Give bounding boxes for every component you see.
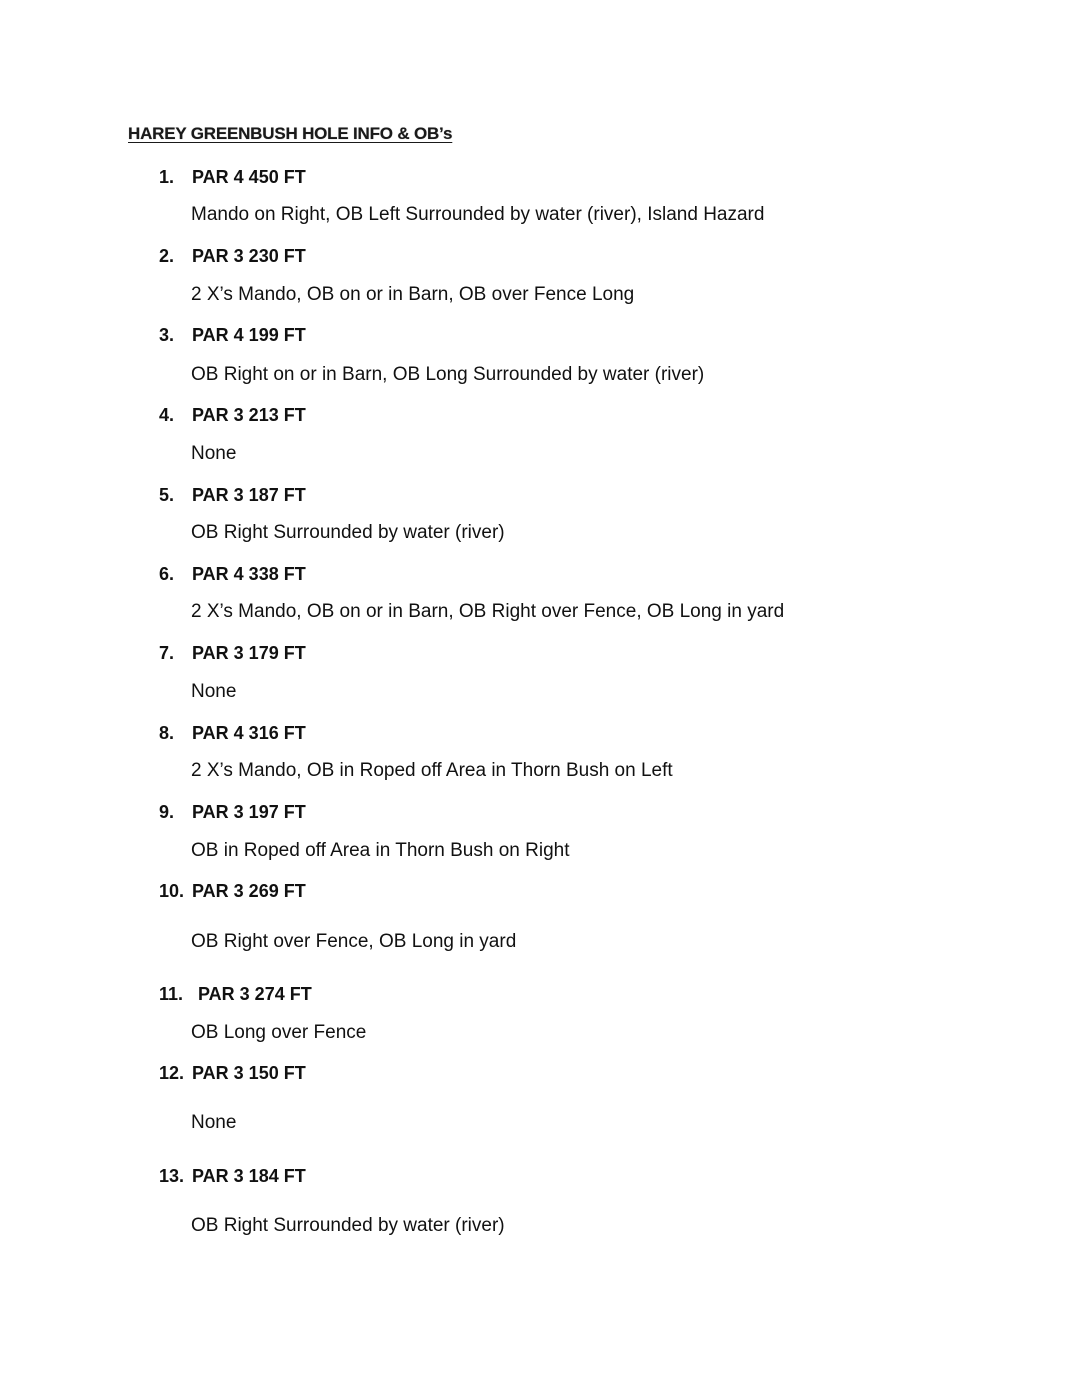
hole-number: 11. [159,984,184,1004]
hole-ob-info: OB Right Surrounded by water (river) [191,522,505,543]
hole-ob-info: OB Long over Fence [191,1022,367,1043]
hole-ob-info: None [191,1112,237,1133]
hole-ob-info: None [191,681,237,702]
hole-par-distance: PAR 4 316 FT [192,723,306,743]
hole-par-distance: PAR 3 213 FT [192,405,306,425]
hole-ob-info: OB in Roped off Area in Thorn Bush on Right [191,840,570,861]
document-title: HAREY GREENBUSH HOLE INFO & OB’s [128,124,453,143]
hole-par-distance: PAR 3 179 FT [192,643,306,663]
hole-par-distance: PAR 4 450 FT [192,167,306,187]
hole-ob-info: 2 X’s Mando, OB in Roped off Area in Thorn Bush on Left [191,760,673,781]
hole-number: 9. [159,802,175,822]
hole-number: 8. [159,723,175,743]
hole-par-distance: PAR 3 269 FT [192,881,306,901]
hole-number: 1. [159,167,175,187]
hole-par-distance: PAR 3 274 FT [198,984,312,1004]
hole-number: 12. [159,1063,185,1083]
hole-ob-info: OB Right Surrounded by water (river) [191,1215,505,1236]
hole-ob-info: Mando on Right, OB Left Surrounded by water (river), Island Hazard [191,204,765,225]
hole-number: 6. [159,564,175,584]
hole-number: 4. [159,405,175,425]
hole-par-distance: PAR 3 184 FT [192,1166,306,1186]
hole-number: 10. [159,881,185,901]
hole-par-distance: PAR 3 150 FT [192,1063,306,1083]
hole-number: 3. [159,325,175,345]
hole-par-distance: PAR 3 230 FT [192,246,306,266]
hole-ob-info: OB Right on or in Barn, OB Long Surrounded by water (river) [191,364,705,385]
hole-ob-info: None [191,443,237,464]
hole-ob-info: 2 X’s Mando, OB on or in Barn, OB over Fence Long [191,284,635,305]
hole-number: 2. [159,246,175,266]
hole-ob-info: 2 X’s Mando, OB on or in Barn, OB Right over Fence, OB Long in yard [191,601,785,622]
hole-par-distance: PAR 3 197 FT [192,802,306,822]
hole-par-distance: PAR 4 199 FT [192,325,306,345]
hole-number: 5. [159,485,175,505]
hole-par-distance: PAR 3 187 FT [192,485,306,505]
hole-number: 7. [159,643,175,663]
hole-par-distance: PAR 4 338 FT [192,564,306,584]
hole-number: 13. [159,1166,185,1186]
hole-ob-info: OB Right over Fence, OB Long in yard [191,931,517,952]
